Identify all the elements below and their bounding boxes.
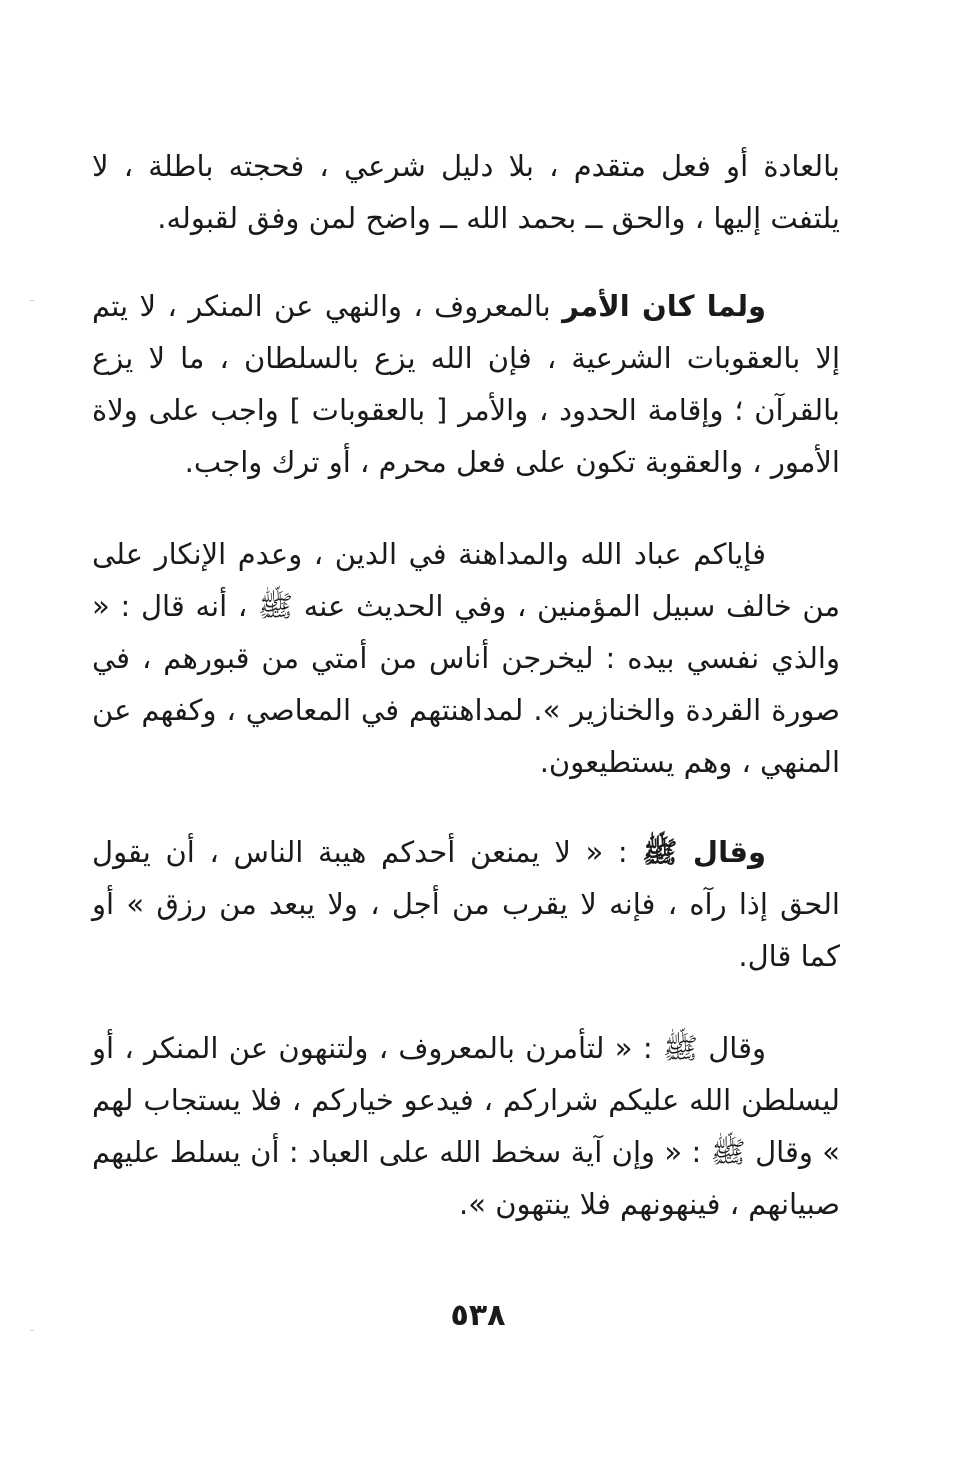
page-body [92, 140, 840, 1230]
margin-mark [30, 1330, 34, 1331]
paragraph-3-text: فإياكم عباد الله والمداهنة في الدين ، وعدم الإنكار على من خالف سبيل المؤمنين ، وفي الحديث عنه ﷺ ، أنه قال : « والذي نفسي بيده : ليخرجن أناس من أمتي من قبورهم ، في صورة القردة والخنازير ». لمداهنتهم في المعاصي ، وكفهم عن المنهي ، وهم يستطيعون. [92, 537, 840, 779]
paragraph-2-text: بالمعروف ، والنهي عن المنكر ، لا يتم إلا بالعقوبات الشرعية ، فإن الله يزع بالسلطان ، ما لا يزع بالقرآن ؛ وإقامة الحدود ، والأمر [ بالعقوبات ] واجب على ولاة الأمور ، والعقوبة تكون على فعل محرم ، أو ترك واجب. [92, 289, 840, 479]
margin-mark [30, 300, 34, 301]
paragraph-4-lead: وقال ﷺ [642, 835, 766, 869]
paragraph-2 [92, 280, 840, 488]
paragraph-1 [92, 140, 840, 244]
paragraph-4-text: : « لا يمنعن أحدكم هيبة الناس ، أن يقول الحق إذا رآه ، فإنه لا يقرب من أجل ، ولا يبعد من رزق » أو كما قال. [92, 835, 840, 973]
paragraph-1-text: بالعادة أو فعل متقدم ، بلا دليل شرعي ، فحجته باطلة ، لا يلتفت إليها ، والحق ــ بحمد الله ــ واضح لمن وفق لقبوله. [92, 149, 840, 235]
paragraph-4 [92, 826, 840, 982]
paragraph-5-text: وقال ﷺ : « لتأمرن بالمعروف ، ولتنهون عن المنكر ، أو ليسلطن الله عليكم شراركم ، فيدعو خياركم ، فلا يستجاب لهم » وقال ﷺ : « وإن آية سخط الله على العباد : أن يسلط عليهم صبيانهم ، فينهونهم فلا ينتهون ». [92, 1031, 840, 1221]
paragraph-3 [92, 528, 840, 788]
page-number: ٥٣٨ [450, 1298, 506, 1333]
paragraph-5 [92, 1022, 840, 1230]
paragraph-2-lead: ولما كان الأمر [562, 289, 766, 323]
